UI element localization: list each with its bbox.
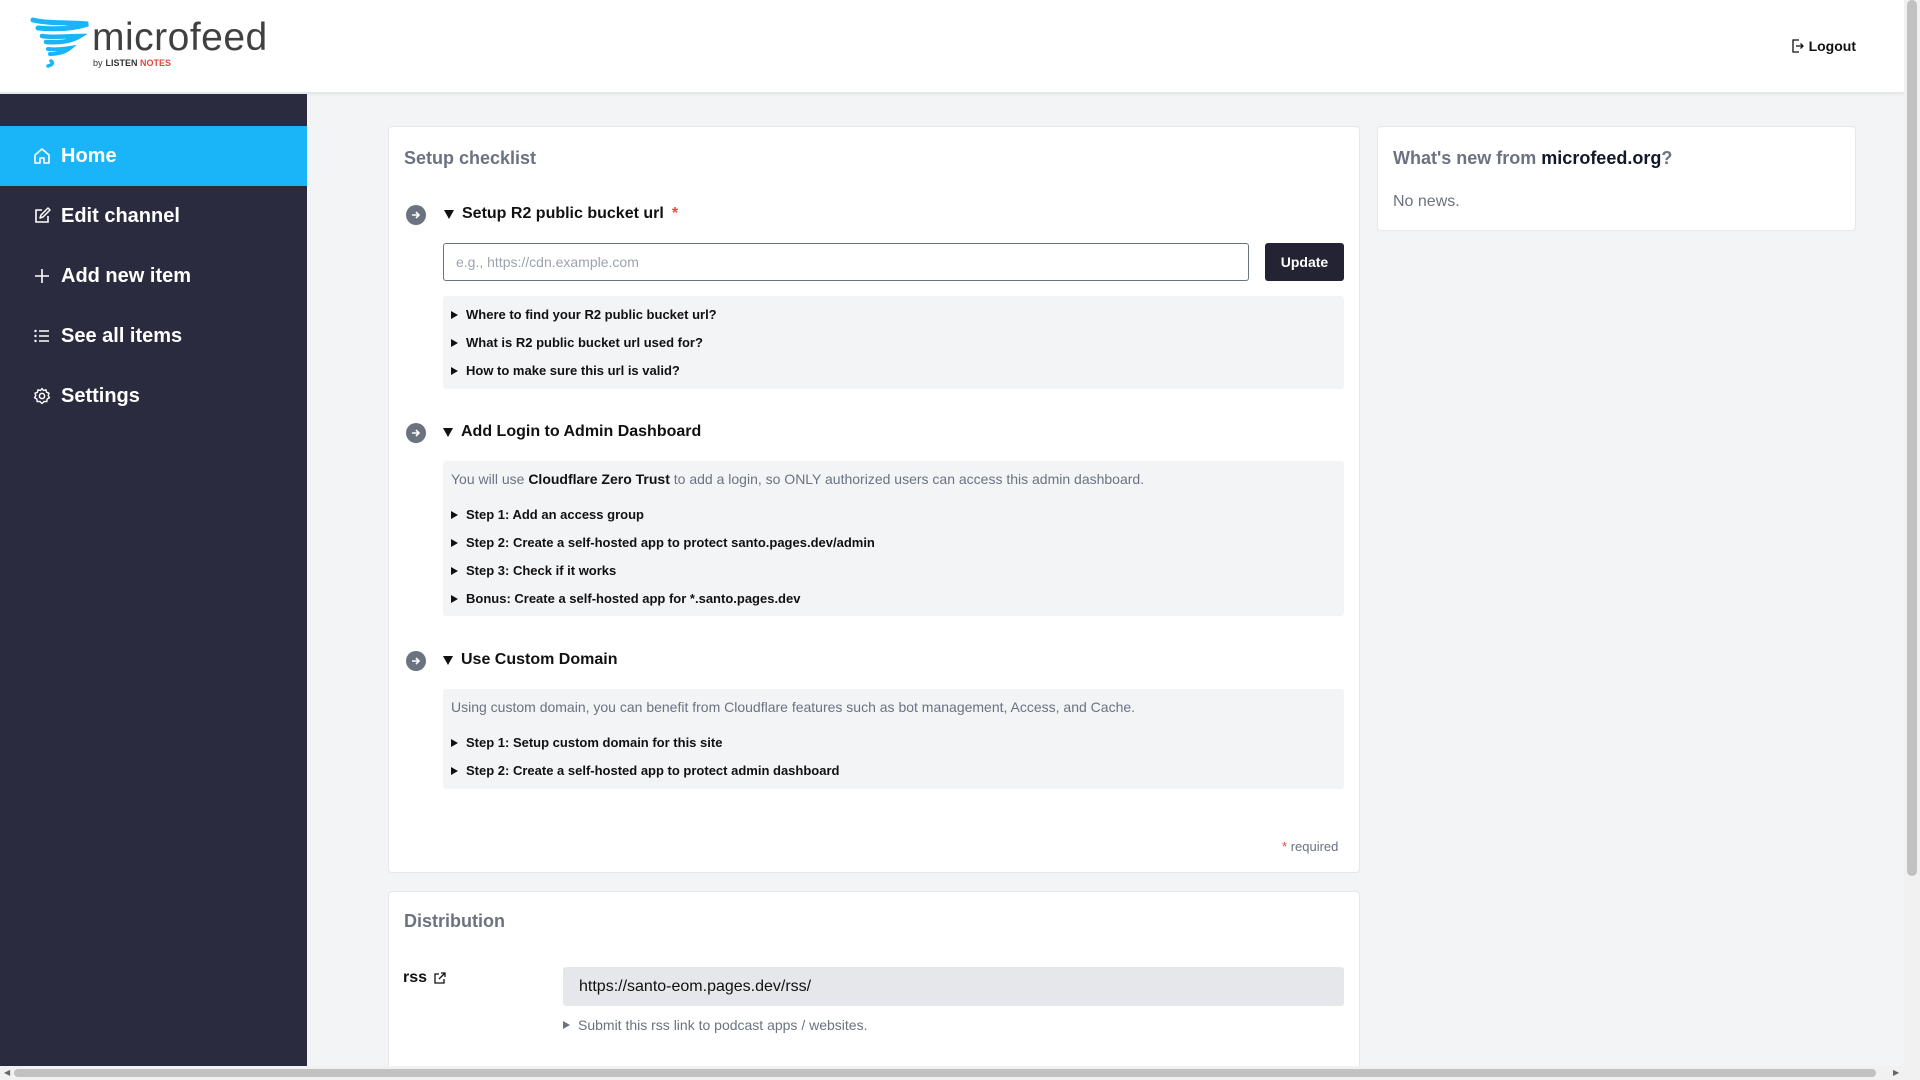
microfeed-logo-icon (30, 16, 90, 68)
brand-name: microfeed (92, 16, 268, 59)
note-prefix: You will use (451, 471, 529, 487)
sidebar-item-edit-channel[interactable] (0, 186, 307, 246)
caret-right-icon (451, 539, 458, 547)
scroll-right-icon[interactable]: ▶ (1893, 1068, 1900, 1077)
brand-notes: NOTES (140, 58, 172, 68)
news-card (1377, 126, 1856, 231)
microfeed-logo[interactable] (30, 16, 280, 74)
home-icon (33, 147, 51, 165)
sidebar (0, 94, 307, 1066)
caret-right-icon (563, 1021, 570, 1029)
rss-url-field[interactable] (563, 967, 1344, 1006)
step-title: Add Login to Admin Dashboard (461, 423, 702, 440)
faq-label: Where to find your R2 public bucket url? (466, 307, 717, 322)
card-title: Setup checklist (404, 148, 537, 168)
faq-label: What is R2 public bucket url used for? (466, 335, 703, 350)
caret-right-icon (451, 511, 458, 519)
caret-right-icon (451, 567, 458, 575)
login-step-2[interactable] (451, 535, 875, 550)
card-title: Distribution (404, 911, 505, 931)
login-step-3[interactable] (451, 563, 616, 578)
login-steps-box (443, 461, 1344, 616)
rss-help-text: Submit this rss link to podcast apps / websites. (578, 1017, 868, 1033)
faq-label: How to make sure this url is valid? (466, 363, 680, 378)
step-label: Step 2: Create a self-hosted app to protect admin dashboard (466, 763, 840, 778)
rss-help-toggle[interactable] (563, 1017, 867, 1033)
news-empty: No news. (1393, 193, 1460, 210)
step-label: Step 2: Create a self-hosted app to protect santo.pages.dev/admin (466, 535, 875, 550)
sidebar-item-home[interactable] (0, 126, 307, 186)
caret-down-icon (444, 210, 454, 219)
caret-right-icon (451, 367, 458, 375)
domain-step-1[interactable] (451, 735, 722, 750)
arrow-right-circle-icon (406, 423, 426, 443)
update-button[interactable]: Update (1265, 243, 1344, 281)
step-setup-r2-toggle[interactable] (444, 205, 678, 223)
logout-label: Logout (1808, 38, 1856, 54)
step-add-login-toggle[interactable] (443, 423, 701, 441)
sidebar-item-see-all-items[interactable] (0, 306, 307, 366)
login-note (451, 471, 1144, 487)
faq-where-to-find[interactable] (451, 307, 717, 322)
faq-what-is-used-for[interactable] (451, 335, 703, 350)
required-legend (1282, 839, 1338, 854)
gear-icon (33, 387, 51, 405)
sidebar-item-add-new-item[interactable] (0, 246, 307, 306)
caret-right-icon (451, 339, 458, 347)
sidebar-item-label: Home (61, 144, 117, 167)
brand-byline (93, 58, 171, 68)
required-label: required (1290, 839, 1339, 854)
login-step-1[interactable] (451, 507, 644, 522)
sidebar-item-label: See all items (61, 324, 183, 347)
sidebar-item-settings[interactable] (0, 366, 307, 426)
plus-icon (33, 267, 51, 285)
external-link-icon[interactable] (433, 971, 447, 985)
vertical-scrollbar[interactable] (1904, 0, 1920, 1080)
arrow-right-circle-icon (406, 651, 426, 671)
brand-listen: LISTEN (105, 58, 138, 68)
caret-down-icon (443, 428, 453, 437)
logout-button[interactable] (1791, 38, 1856, 54)
sidebar-item-label: Add new item (61, 264, 192, 287)
vertical-scroll-thumb[interactable] (1907, 0, 1917, 876)
login-step-bonus[interactable] (451, 591, 800, 606)
caret-right-icon (451, 311, 458, 319)
r2-faq-box (443, 296, 1344, 389)
news-title-prefix: What's new from (1393, 148, 1542, 168)
required-mark: * (671, 205, 679, 222)
scroll-left-icon[interactable]: ◀ (4, 1068, 11, 1077)
horizontal-scrollbar[interactable] (0, 1066, 1920, 1080)
faq-how-to-validate[interactable] (451, 363, 680, 378)
step-label: Step 3: Check if it works (466, 563, 617, 578)
list-icon (33, 327, 51, 345)
logout-icon (1791, 39, 1804, 53)
rss-label-text: rss (403, 969, 428, 986)
caret-right-icon (451, 739, 458, 747)
horizontal-scroll-thumb[interactable] (14, 1069, 1876, 1077)
note-bold: Cloudflare Zero Trust (528, 471, 670, 487)
news-title (1393, 148, 1672, 169)
step-custom-domain-toggle[interactable] (443, 651, 617, 669)
rss-label (403, 969, 447, 987)
caret-down-icon (443, 656, 453, 665)
news-title-link: microfeed.org (1541, 148, 1662, 168)
edit-icon (33, 207, 51, 225)
caret-right-icon (451, 595, 458, 603)
step-title: Setup R2 public bucket url (462, 205, 664, 222)
brand-by: by (93, 58, 103, 68)
domain-step-2[interactable] (451, 763, 839, 778)
required-star: * (1282, 839, 1288, 854)
note-suffix: to add a login, so ONLY authorized users can access this admin dashboard. (669, 471, 1145, 487)
caret-right-icon (451, 767, 458, 775)
step-title: Use Custom Domain (461, 651, 618, 668)
step-label: Bonus: Create a self-hosted app for *.santo.pages.dev (466, 591, 801, 606)
step-label: Step 1: Add an access group (466, 507, 644, 522)
sidebar-item-label: Edit channel (61, 204, 180, 227)
top-header (0, 0, 1904, 93)
arrow-right-circle-icon (406, 205, 426, 225)
custom-domain-box (443, 689, 1344, 789)
custom-domain-note: Using custom domain, you can benefit from Cloudflare features such as bot management, Access, and Cache. (451, 699, 1136, 715)
news-title-suffix: ? (1661, 148, 1673, 168)
step-label: Step 1: Setup custom domain for this site (466, 735, 723, 750)
rss-url: https://santo-eom.pages.dev/rss/ (579, 977, 812, 995)
r2-bucket-url-input[interactable] (443, 243, 1249, 281)
sidebar-item-label: Settings (61, 384, 140, 407)
